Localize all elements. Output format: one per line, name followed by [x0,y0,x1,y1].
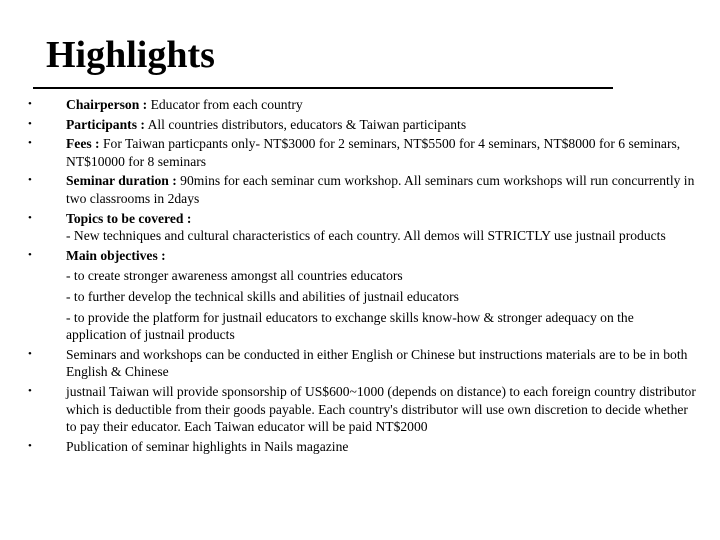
list-item-fees [28,135,696,170]
bullet-icon: • [28,117,32,130]
item-subline: - to create stronger awareness amongst all countries educators [66,268,403,284]
list-item-publication [28,438,696,456]
item-subline: - to further develop the technical skills and abilities of justnail educators [66,288,459,304]
item-label: Participants : [66,116,145,132]
item-label: Main objectives : [66,247,166,263]
item-subline: - New techniques and cultural characteristics of each country. All demos will STRICTLY use justnail products [66,228,666,244]
bullet-icon: • [28,98,32,110]
slide-title: Highlights [46,34,215,76]
bullet-icon: • [28,211,32,224]
list-item-chairperson [28,96,696,114]
highlights-list [28,96,696,457]
item-text: justnail Taiwan will provide sponsorship of US$600~1000 (depends on distance) to each foreign country distributor which is deductible from their goods payable. Each country's distributor will use own discretion to decide whether to pay their educator. Each Taiwan educator will be paid NT$2000 [66,383,696,435]
item-text: Seminars and workshops can be conducted in either English or Chinese but instructions materials are to be in both English & Chinese [66,346,688,380]
list-item-sponsorship [28,383,696,436]
bullet-icon: • [28,384,32,397]
item-label: Fees : [66,136,100,152]
bullet-icon: • [28,347,32,360]
bullet-icon: • [28,137,32,150]
item-text: For Taiwan particpants only- NT$3000 for 2 seminars, NT$5500 for 4 seminars, NT$8000 for 6 seminars, NT$10000 for 8 seminars [66,136,681,169]
item-text: All countries distributors, educators & Taiwan participants [144,116,467,132]
item-text: Educator from each country [147,97,303,112]
bullet-icon: • [28,439,32,452]
item-subline: - to provide the platform for justnail educators to exchange skills know-how & stronger adequacy on the application of justnail products [66,309,634,343]
item-label: Chairperson : [66,97,148,112]
list-item-languages [28,346,696,381]
list-item-participants [28,116,696,134]
bullet-icon: • [28,248,32,261]
list-item-main-objectives [28,247,696,344]
item-label: Topics to be covered : [66,210,192,226]
list-item-topics [28,210,696,245]
list-item-seminar-duration [28,172,696,207]
item-text: 90mins for each seminar cum workshop. All seminars cum workshops will run concurrently in two classrooms in 2days [66,173,695,206]
bullet-icon: • [28,174,32,187]
item-text: Publication of seminar highlights in Nails magazine [66,438,349,454]
title-underline [33,87,613,89]
item-label: Seminar duration : [66,173,177,189]
